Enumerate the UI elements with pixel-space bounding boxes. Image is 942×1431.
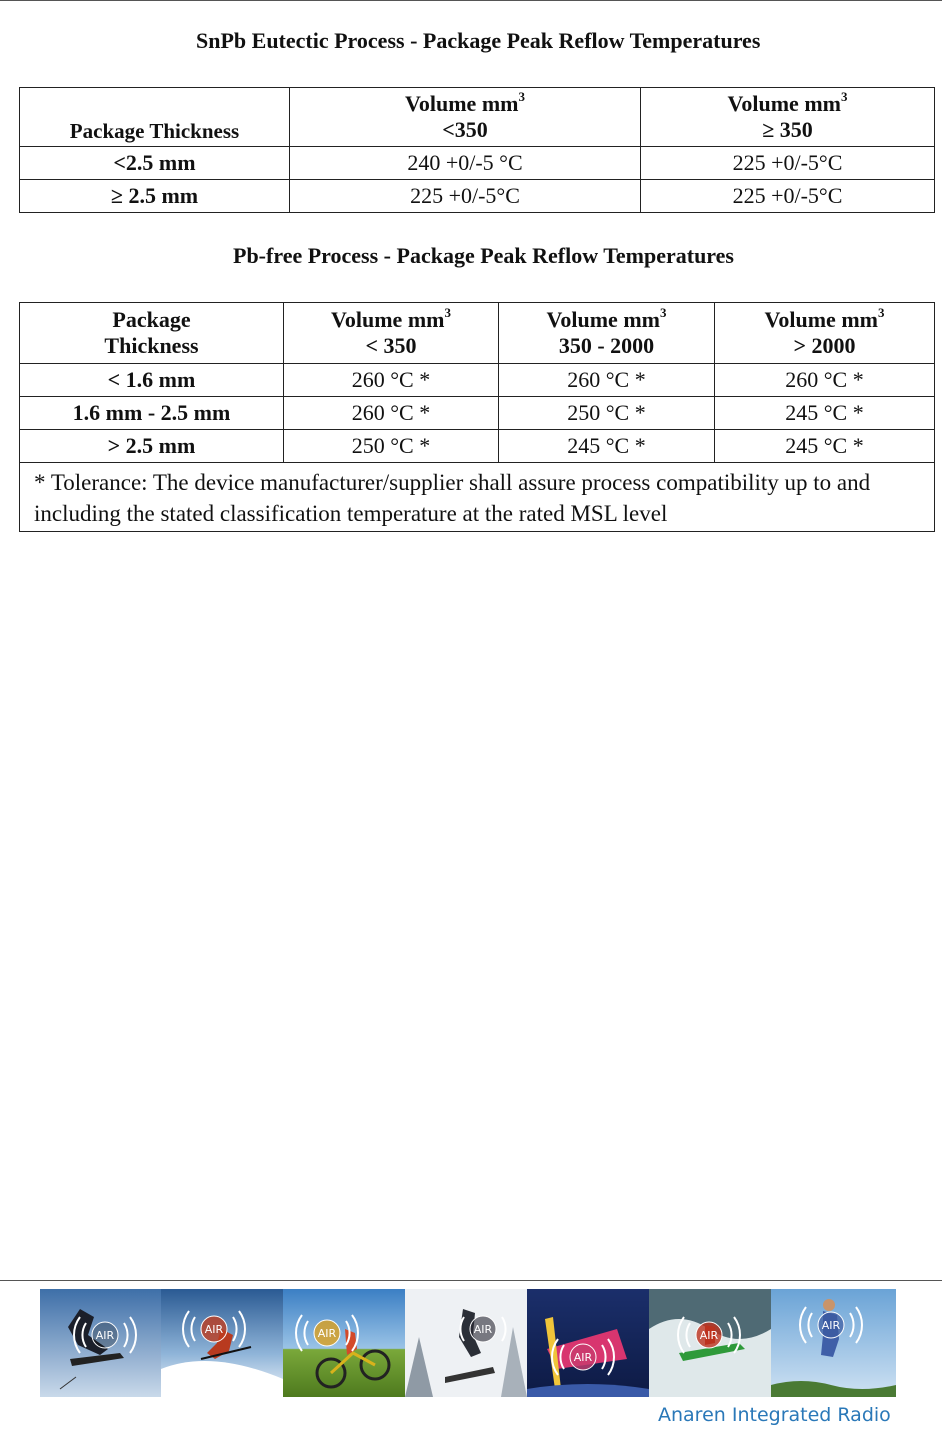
table-row xyxy=(20,147,935,180)
air-badge-label: AIR xyxy=(95,1329,115,1342)
air-wave-icon xyxy=(544,1325,624,1390)
snpb-table-title: SnPb Eutectic Process - Package Peak Reflow Temperatures xyxy=(196,28,761,53)
air-badge-label: AIR xyxy=(573,1351,593,1364)
cell-temp: 240 +0/-5 °C xyxy=(290,147,641,180)
top-divider xyxy=(0,0,942,1)
air-badge-label: AIR xyxy=(204,1323,224,1336)
cell-temp: 250 °C * xyxy=(284,430,499,463)
cell-temp: 260 °C * xyxy=(284,397,499,430)
cell-temp: 245 °C * xyxy=(499,430,715,463)
table-row xyxy=(20,364,935,397)
snpb-reflow-table xyxy=(19,87,935,213)
header-volume-ge-350: Volume $mm^3$ ≥ 350 xyxy=(641,88,935,147)
row-thickness: <2.5 mm xyxy=(20,147,290,180)
header-package-thickness: Package Thickness xyxy=(20,303,284,364)
air-badge-label: AIR xyxy=(699,1329,719,1342)
header-volume-lt-350: Volume $mm^3$ <350 xyxy=(290,88,641,147)
cell-temp: 225 +0/-5°C xyxy=(641,147,935,180)
cell-temp: 245 °C * xyxy=(715,397,935,430)
air-wave-icon xyxy=(288,1301,368,1366)
row-thickness: > 2.5 mm xyxy=(20,430,284,463)
pbfree-table-title: Pb-free Process - Package Peak Reflow Temperatures xyxy=(233,243,734,268)
cell-temp: 260 °C * xyxy=(284,364,499,397)
table-row xyxy=(20,397,935,430)
table-header-row xyxy=(20,88,935,147)
cell-temp: 245 °C * xyxy=(715,430,935,463)
header-volume-gt-2000: Volume $mm^3$ > 2000 xyxy=(715,303,935,364)
header-volume-lt-350: Volume $mm^3$ < 350 xyxy=(284,303,499,364)
header-volume-350-2000: Volume $mm^3$ 350 - 2000 xyxy=(499,303,715,364)
table-row xyxy=(20,180,935,213)
cell-temp: 225 +0/-5°C xyxy=(641,180,935,213)
air-badge-label: AIR xyxy=(473,1323,493,1336)
header-package-thickness: Package Thickness xyxy=(20,88,290,147)
tolerance-note: * Tolerance: The device manufacturer/supplier shall assure process compatibility up to and including the stated classification temperature at the rated MSL level xyxy=(20,463,935,532)
cell-temp: 250 °C * xyxy=(499,397,715,430)
air-wave-icon xyxy=(66,1303,146,1363)
table-header-row xyxy=(20,303,935,364)
air-wave-icon xyxy=(444,1297,524,1362)
pbfree-reflow-table xyxy=(19,302,935,532)
air-badge-label: AIR xyxy=(317,1327,337,1340)
footer-photo-strip xyxy=(40,1289,896,1397)
row-thickness: ≥ 2.5 mm xyxy=(20,180,290,213)
cell-temp: 260 °C * xyxy=(499,364,715,397)
footer-divider xyxy=(0,1280,942,1281)
row-thickness: < 1.6 mm xyxy=(20,364,284,397)
tolerance-note-row xyxy=(20,463,935,532)
air-wave-icon xyxy=(792,1293,872,1358)
air-wave-icon xyxy=(670,1303,750,1368)
row-thickness: 1.6 mm - 2.5 mm xyxy=(20,397,284,430)
air-wave-icon xyxy=(175,1297,255,1362)
table-row xyxy=(20,430,935,463)
cell-temp: 225 +0/-5°C xyxy=(290,180,641,213)
air-wave-icon xyxy=(66,1303,146,1368)
air-badge-label: AIR xyxy=(821,1319,841,1332)
cell-temp: 260 °C * xyxy=(715,364,935,397)
brand-name: Anaren Integrated Radio xyxy=(658,1404,891,1426)
